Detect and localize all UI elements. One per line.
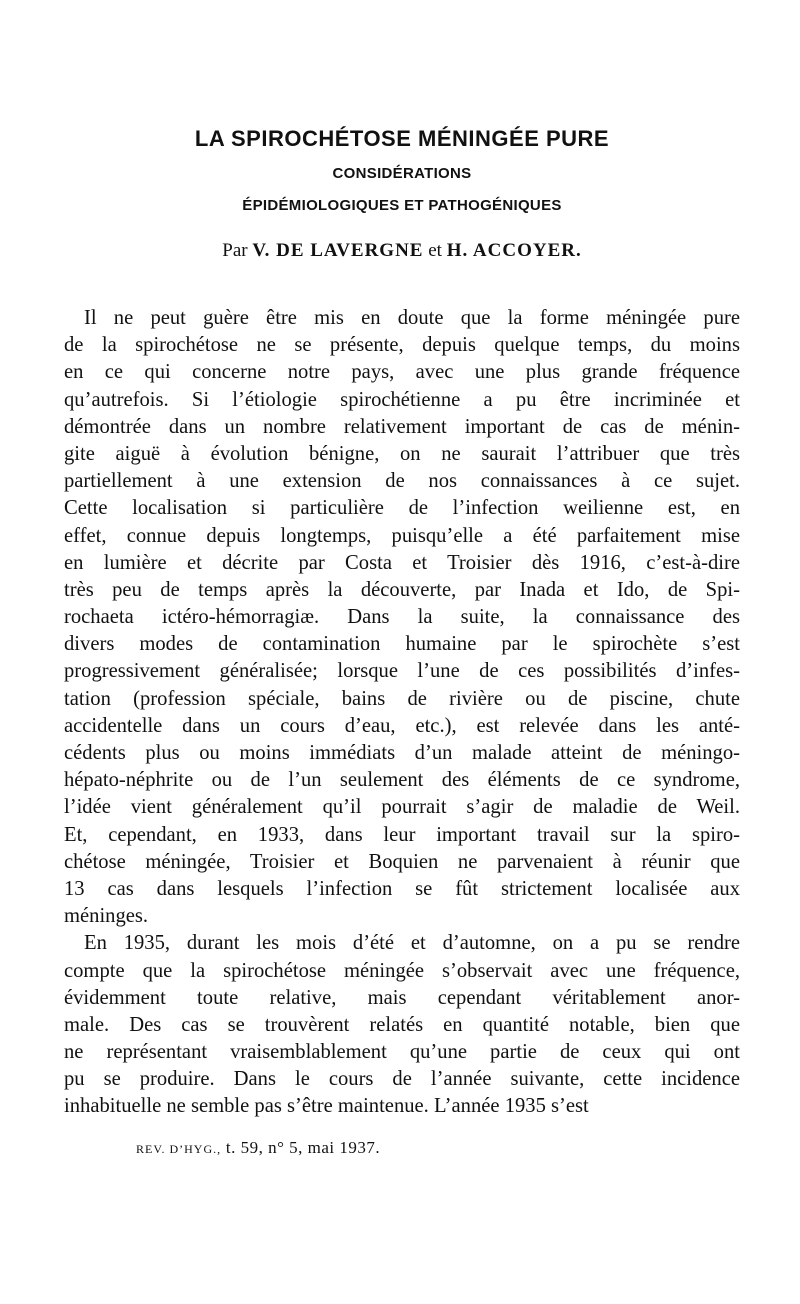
text-line: male. Des cas se trouvèrent relatés en quantité notable, bien que: [64, 1013, 740, 1036]
text-line: démontrée dans un nombre relativement important de cas de ménin-: [64, 415, 740, 438]
text-line: compte que la spirochétose méningée s’observait avec une fréquence,: [64, 959, 740, 982]
text-line: Il ne peut guère être mis en doute que la forme méningée pure: [84, 307, 740, 329]
text-line: en ce qui concerne notre pays, avec une plus grande fréquence: [64, 361, 740, 384]
text-line: 13 cas dans lesquels l’infection se fût strictement localisée aux: [64, 877, 740, 900]
article-subtitle-line-1: CONSIDÉRATIONS: [332, 165, 472, 182]
text-line: cédents plus ou moins immédiats d’un malade atteint de méningo-: [64, 742, 740, 764]
text-line: En 1935, durant les mois d’été et d’automne, on a pu se rendre: [84, 932, 740, 955]
citation-details: t. 59, n° 5, mai 1937.: [225, 1138, 381, 1157]
text-line: de la spirochétose ne se présente, depuis quelque temps, du moins: [64, 334, 740, 357]
article-subtitle-line-2: ÉPIDÉMIOLOGIQUES ET PATHOGÉNIQUES: [242, 197, 562, 214]
article-title: LA SPIROCHÉTOSE MÉNINGÉE PURE: [194, 126, 610, 151]
text-line: hépato-néphrite ou de l’un seulement des éléments de ce syndrome,: [64, 769, 740, 792]
byline-conjunction: et: [428, 240, 442, 261]
journal-page: [64, 0, 740, 1304]
text-line: tation (profession spéciale, bains de rivière ou de piscine, chute: [64, 687, 740, 710]
text-line: chétose méningée, Troisier et Boquien ne parvenaient à réunir que: [64, 850, 740, 873]
author-1: V. DE LAVERGNE: [252, 240, 424, 261]
article-body: [64, 305, 740, 1121]
text-line: partiellement à une extension de nos connaissances à ce sujet.: [64, 470, 740, 493]
byline: [64, 240, 740, 262]
text-line: l’idée vient généralement qu’il pourrait s’agir de maladie de Weil.: [64, 796, 740, 819]
text-line: effet, connue depuis longtemps, puisqu’elle a été parfaitement mise: [64, 524, 740, 547]
text-line: en lumière et décrite par Costa et Troisier dès 1916, c’est-à-dire: [64, 551, 740, 574]
paragraph-2: [64, 930, 740, 1120]
text-line: ne représentant vraisemblablement qu’une partie de ceux qui ont: [64, 1041, 740, 1064]
byline-prefix: Par: [222, 240, 248, 261]
text-line: rochaeta ictéro-hémorragiæ. Dans la suite, la connaissance des: [64, 606, 740, 629]
text-line: progressivement généralisée; lorsque l’une de ces possibilités d’infes-: [64, 660, 740, 683]
text-line: inhabituelle ne semble pas s’être maintenue. L’année 1935 s’est: [64, 1095, 589, 1118]
author-2: H. ACCOYER.: [446, 240, 582, 261]
text-line: très peu de temps après la découverte, par Inada et Ido, de Spi-: [64, 578, 740, 601]
text-line: accidentelle dans un cours d’eau, etc.), est relevée dans les anté-: [64, 714, 740, 737]
text-line: Et, cependant, en 1933, dans leur important travail sur la spiro-: [64, 823, 740, 846]
text-line: gite aiguë à évolution bénigne, on ne saurait l’attribuer que très: [64, 442, 740, 465]
text-line: pu se produire. Dans le cours de l’année suivante, cette incidence: [64, 1068, 740, 1091]
text-line: divers modes de contamination humaine par le spirochète s’est: [64, 633, 740, 656]
text-line: évidemment toute relative, mais cependant véritablement anor-: [64, 986, 740, 1009]
text-line: Cette localisation si particulière de l’infection weilienne est, en: [64, 497, 740, 520]
paragraph-1: [64, 305, 740, 930]
page-footer-citation: [136, 1138, 380, 1158]
text-line: qu’autrefois. Si l’étiologie spirochétienne a pu être incriminée et: [64, 388, 740, 411]
text-line: méninges.: [64, 905, 149, 928]
journal-abbreviation: REV. D’HYG.,: [136, 1142, 222, 1156]
